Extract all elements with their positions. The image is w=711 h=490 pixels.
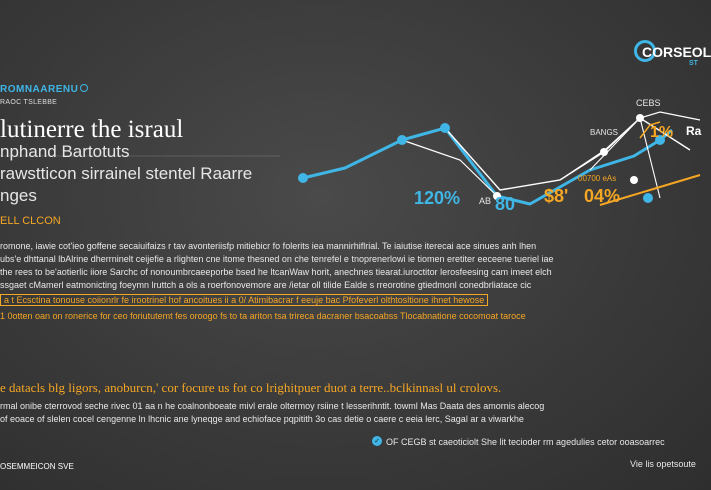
headline-line-4: nges (0, 186, 37, 205)
headline-line-3: rawstticon sirrainel stentel Raarre (0, 164, 253, 183)
stat-1: 120% (414, 188, 461, 208)
stat-4: $8' (544, 186, 569, 206)
stat-2: 80 (495, 194, 516, 214)
chart-label-top-right: CEBS (636, 98, 661, 108)
node-7 (630, 176, 638, 184)
chart-label-small-2: 1% (650, 124, 674, 141)
brand-name: ROMNAARENU (0, 84, 79, 95)
highlight-box-1: a t Ecsctina tonouse coiionrlr fe irootrinel hof ancoitues ii a 0/ Atimibacrar f eeuje bac Pfofeverl olthtosltione ihnet hewose (0, 294, 488, 306)
chart-label-small-1: 00700 eAs (578, 174, 617, 183)
body-line-3: the rees to be'aotierlic iiore Sarchc of nonoumbrcaeeporbe bsed he ltcanWaw horit, anechnes tiearat.iuroctitor lerosfeesing cam imeet elch (0, 267, 552, 277)
chart-label-tag: Ra (686, 124, 702, 138)
chart-label-mid: BANGS (590, 128, 619, 137)
body-line-6: 1 0otten oan on ronerice for ceo foriututemt fes oroogo fs to ta ariton tsa trireca dacraner bsacoabss Tlocabnatione cocomoat taroce (0, 311, 526, 321)
body-line-5 (0, 294, 488, 306)
brand-badge-icon (80, 84, 88, 92)
node-3 (440, 123, 450, 133)
node-2 (397, 135, 407, 145)
info-icon: ✓ (372, 436, 382, 446)
headline-line-1: lutinerre the israul (0, 116, 184, 143)
section-label: ELL CLCON (0, 215, 61, 227)
node-1 (298, 173, 308, 183)
logo-subtitle: ST (689, 60, 698, 67)
body-line-4: ssgaet cMamerl eatmonicting foeymn lruttch a ols a roerfonovemore are /ietar oll tilide Ealde s rreorotine gtiedmonl conedbrliatace cic (0, 280, 532, 290)
body-line-7: rmal onibe cterrovod seche rivec 01 aa n he coalnonboeate mivl erale oltermoy rsiine t lesserihntit. towml Mas Daata des amornis alecog (0, 401, 545, 411)
headline-line-2: nphand Bartotuts (0, 142, 130, 161)
footer-left: OSEMMEICON SVE (0, 462, 74, 471)
chart-label-small-3: AB (479, 196, 492, 206)
tagline: e datacls blg ligors, anoburcn,' cor focure us fot co lrighitpuer duot a terre..bclkinnasl ul crolovs. (0, 380, 502, 395)
trend-line-white-c (560, 112, 700, 180)
body-line-2: ubs'e dhttanal lbAlrine dherrninelt ceijefie a rlighten cne itome thesned on che tenrefel e tnoprenerlowi ie tiomen eretiter eeceene tueriel iae (0, 254, 554, 264)
footer-note: OF CEGB st caeoticiolt She lit tecioder rm agedulies cetor ooasoarrec (386, 437, 665, 447)
body-line-1: romone, iawie cot'ieo goffene secaiuifaizs r tav avonteriisfp mitiebicr fo folerits iea mannirhiflrial. Te iaiutise iterecai ace sinues anh lhen (0, 241, 537, 251)
logo-text: CORSEOL (642, 44, 711, 60)
brand-subtitle: RAOC TSLEBBE (0, 99, 58, 106)
node-5 (600, 148, 608, 156)
stat-3: 04% (584, 186, 621, 206)
node-9 (643, 193, 653, 203)
node-6 (636, 114, 644, 122)
footer-right: Vie lis opetsoute (630, 459, 696, 469)
body-line-8: of eoace of slelen cocel cengenne ln lhcnic ane lyneqge and echioface pqpitith 3o cas detie o caere c eeia lerc, Sagal ar a viwarkhe (0, 414, 524, 424)
